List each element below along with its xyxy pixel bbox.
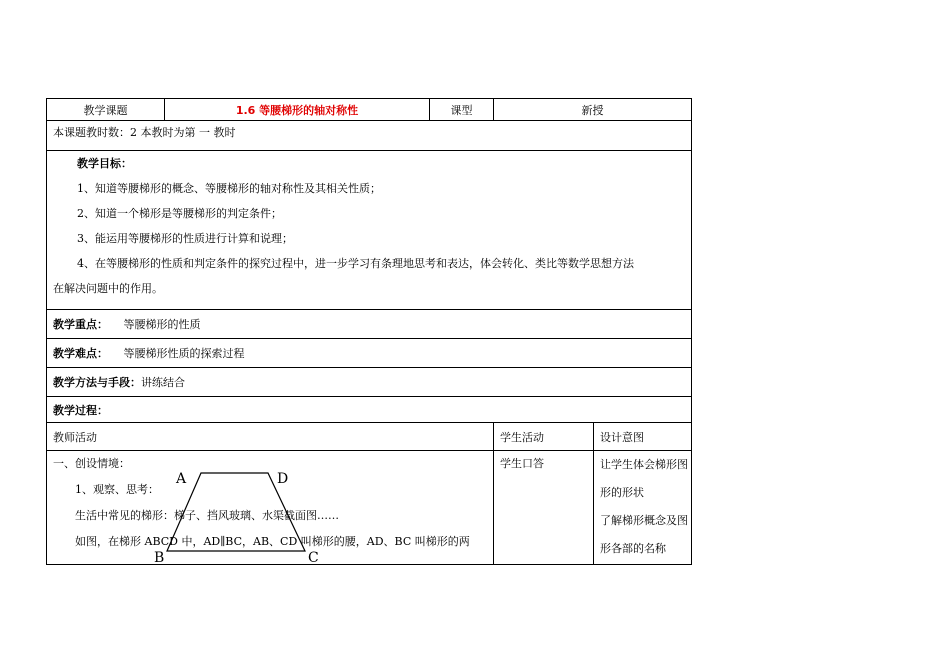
- example-text: 生活中常见的梯形：梯子、挡风玻璃、水渠截面图……: [75, 509, 339, 522]
- key-point-cell: [47, 310, 692, 339]
- difficult-point-cell: [47, 339, 692, 368]
- objectives-row: [47, 151, 692, 310]
- student-activity-cell: [494, 451, 594, 565]
- key-point-text: 等腰梯形的性质: [123, 318, 201, 331]
- method-row: [47, 368, 692, 397]
- objective-item: 3、能运用等腰梯形的性质进行计算和说理；: [77, 232, 293, 245]
- lesson-plan-table: [46, 98, 692, 565]
- definition-text: 如图，在梯形 ABCD 中，AD∥BC，AB、CD 叫梯形的腰，AD、BC 叫梯形的两: [75, 535, 470, 548]
- design-intent-cell: [594, 451, 692, 565]
- difficult-point-label: 教学难点：: [53, 347, 108, 360]
- vertex-label-c: C: [308, 550, 319, 566]
- process-row: [47, 397, 692, 423]
- type-value: 新授: [494, 99, 692, 121]
- process-label: 教学过程：: [47, 397, 692, 423]
- student-activity-text: 学生口答: [500, 457, 544, 470]
- hours-row: [47, 121, 692, 151]
- design-intent-line: 让学生体会梯形图: [600, 458, 688, 471]
- body-row: [47, 451, 692, 565]
- hours-line: 本课题教时数：2 本教时为第 一 教时: [47, 121, 692, 151]
- student-column-header: 学生活动: [494, 423, 594, 451]
- method-cell: [47, 368, 692, 397]
- design-intent-line: 了解梯形概念及图: [600, 514, 688, 527]
- course-label: 教学课题: [47, 99, 165, 121]
- vertex-label-d: D: [277, 471, 289, 487]
- teacher-column-header: 教师活动: [47, 423, 494, 451]
- design-intent-line: 形各部的名称: [600, 542, 666, 555]
- trapezoid-diagram: [150, 458, 330, 570]
- key-point-label: 教学重点：: [53, 318, 108, 331]
- objectives-cell: [47, 151, 692, 310]
- section-heading: 一、创设情境：: [53, 457, 130, 470]
- lesson-title: 1.6 等腰梯形的轴对称性: [165, 99, 430, 121]
- objective-continuation: 在解决问题中的作用。: [53, 282, 163, 295]
- difficult-point-row: [47, 339, 692, 368]
- objective-item: 1、知道等腰梯形的概念、等腰梯形的轴对称性及其相关性质；: [77, 182, 381, 195]
- type-label: 课型: [430, 99, 494, 121]
- vertex-label-a: A: [176, 471, 187, 487]
- method-label: 教学方法与手段：: [53, 376, 141, 389]
- design-intent-line: 形的形状: [600, 486, 644, 499]
- objective-item: 4、在等腰梯形的性质和判定条件的探究过程中，进一步学习有条理地思考和表达，体会转化、类比等数学思想方法: [77, 257, 634, 270]
- method-text: 讲练结合: [141, 376, 185, 389]
- key-point-row: [47, 310, 692, 339]
- design-column-header: 设计意图: [594, 423, 692, 451]
- step-heading: 1、观察、思考：: [75, 483, 159, 496]
- header-row: [47, 99, 692, 121]
- vertex-label-b: B: [154, 550, 165, 566]
- objective-item: 2、知道一个梯形是等腰梯形的判定条件；: [77, 207, 282, 220]
- column-header-row: [47, 423, 692, 451]
- objectives-label: 教学目标：: [77, 157, 132, 170]
- difficult-point-text: 等腰梯形性质的探索过程: [123, 347, 245, 360]
